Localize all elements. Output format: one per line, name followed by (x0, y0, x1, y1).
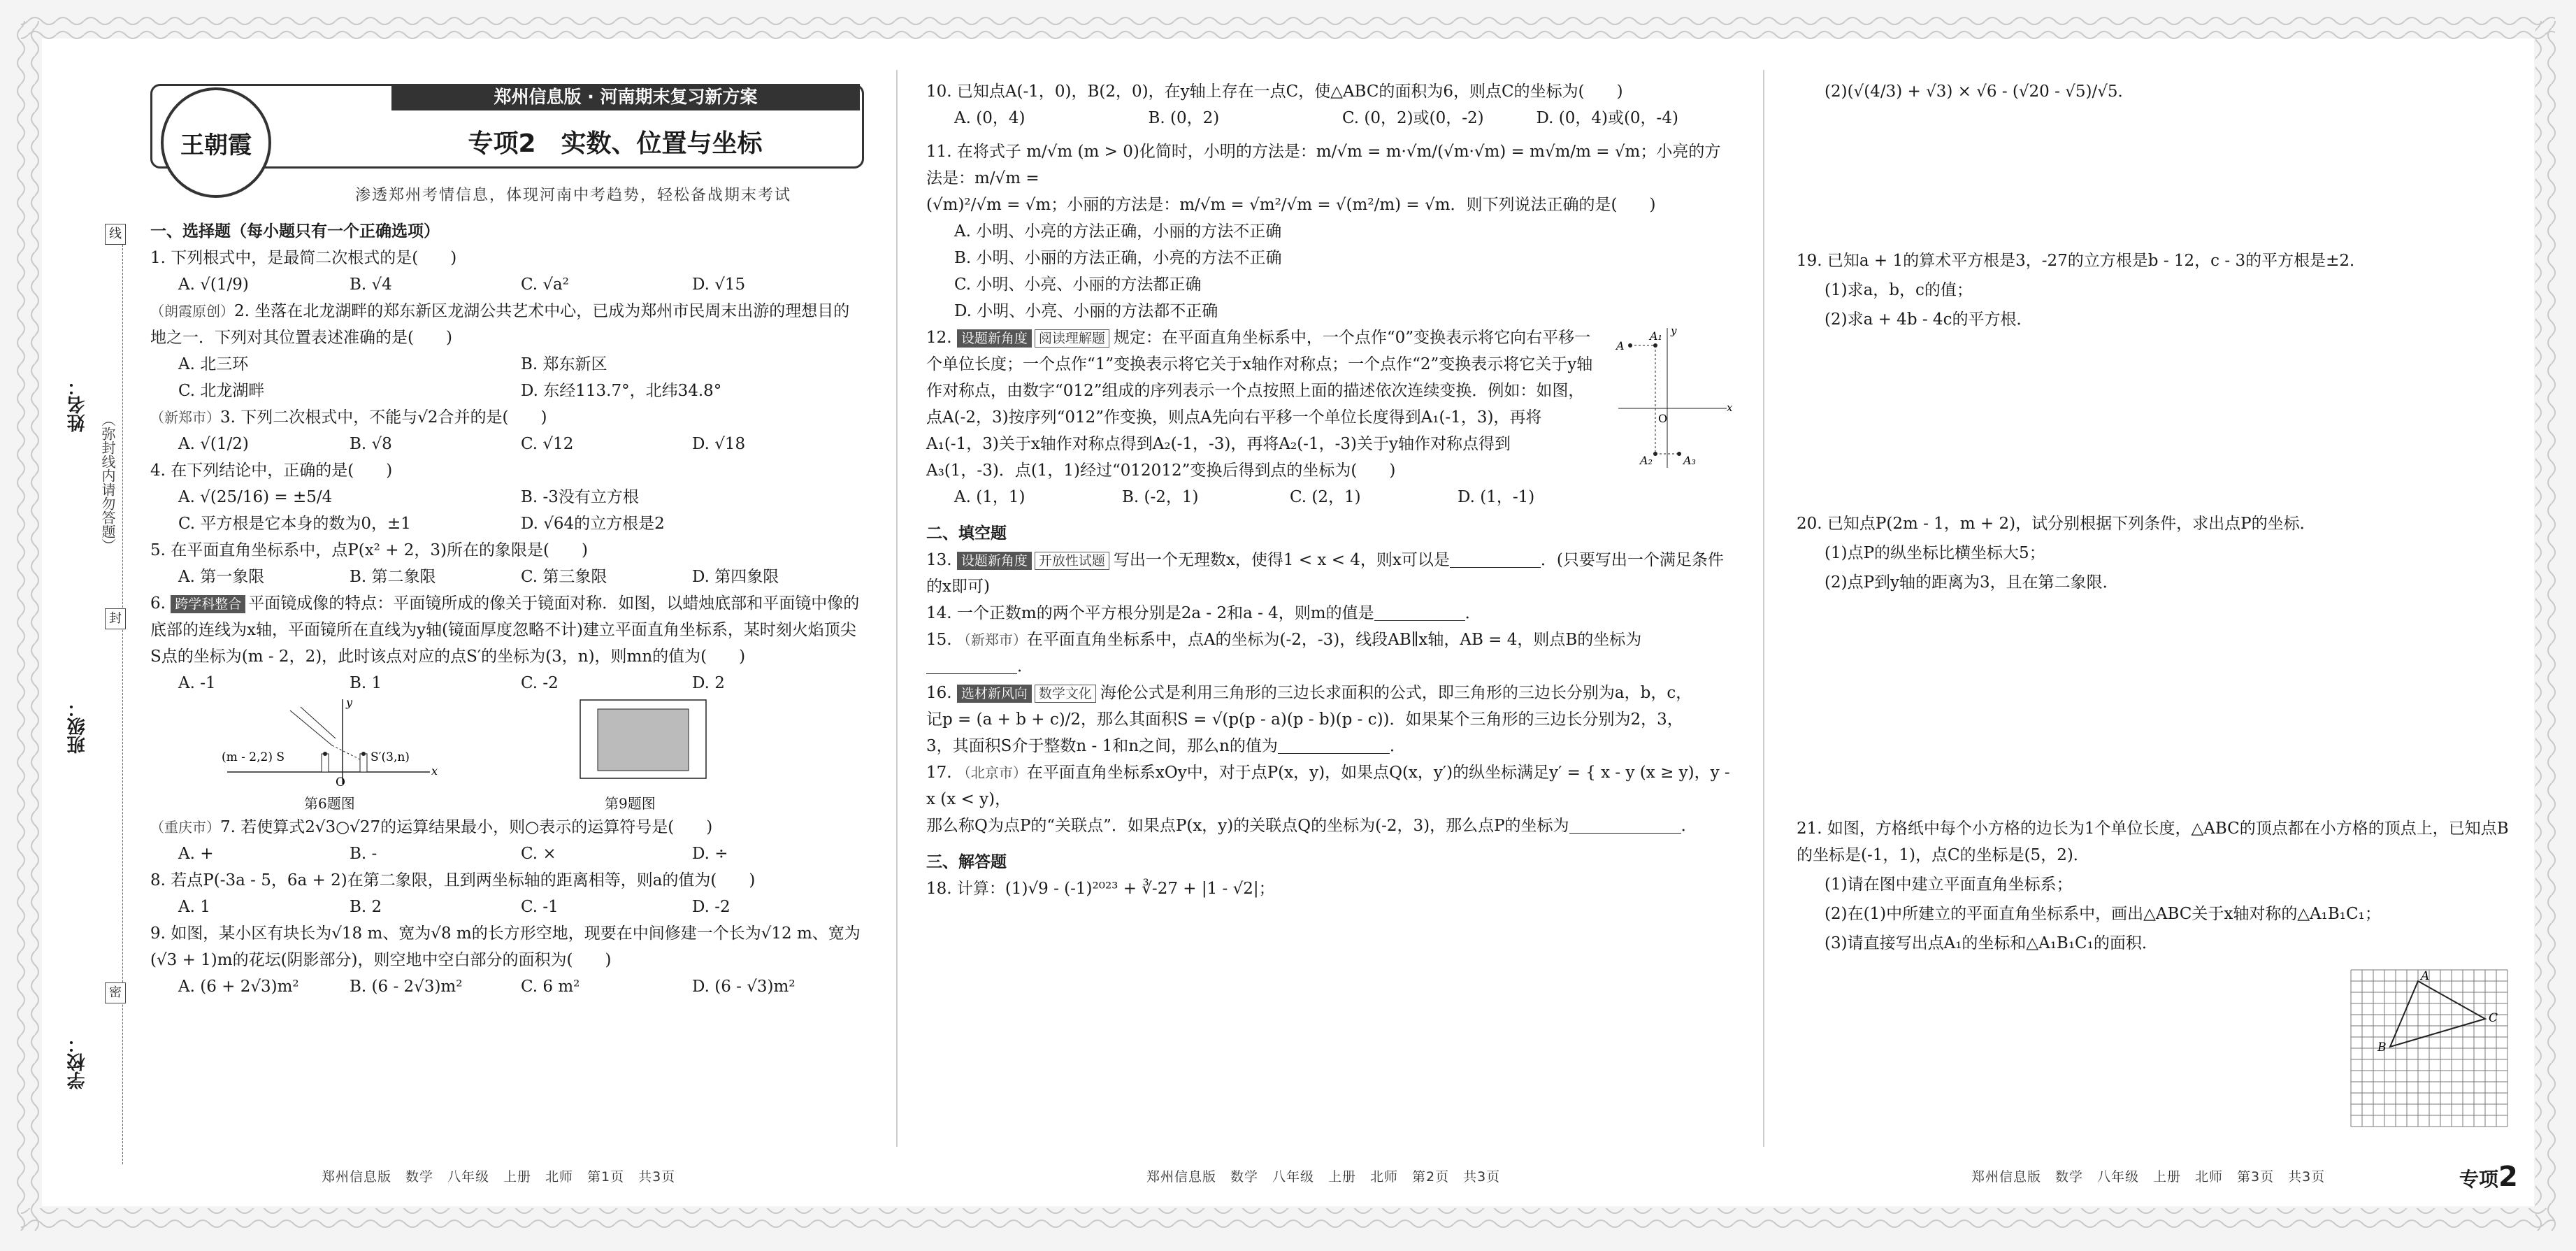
footer-page-3: 郑州信息版 数学 八年级 上册 北师 第3页 共3页 (1971, 1169, 2326, 1185)
q8-option-c: C. -1 (521, 898, 559, 916)
q8-option-d: D. -2 (692, 898, 731, 916)
corner-title-text: 专项 (2459, 1168, 2499, 1191)
q2-option-a: A. 北三环 (178, 355, 249, 373)
q9-option-c: C. 6 m² (521, 978, 580, 996)
seal-note: （弥封线内请勿答题） (99, 413, 116, 552)
q16-answer-blank[interactable] (1278, 735, 1390, 754)
q10-options (926, 105, 1730, 131)
q1-options (150, 271, 863, 298)
q4-option-b: B. -3没有立方根 (521, 488, 639, 506)
column-divider-2 (1763, 70, 1764, 1147)
seal-line (122, 234, 123, 1164)
q20-answer-space (1797, 599, 2517, 815)
question-11-line-1: 11. 在将式子 m/√m (m > 0)化简时，小明的方法是：m/√m = m·√m/(√m·√m) = m√m/m = √m；小亮的方法是：m/√m = (926, 143, 1721, 187)
fig6-s-label: (m - 2,2) S (222, 750, 285, 764)
q17-line2: 那么称Q为点P的“关联点”．如果点P(x，y)的关联点Q的坐标为(-2，3)，那么点P的坐标为 (926, 817, 1569, 835)
question-12-block (926, 324, 1733, 484)
seal-mark-1: 线 (105, 224, 126, 245)
q12-stem: 规定：在平面直角坐标系中，一个点作“0”变换表示将它向右平移一个单位长度；一个点作“1”变换表示将它关于x轴作对称点；一个点作“2”变换表示将它关于y轴作对称点，由数字“012”组成的序列表示一个点按照上面的描述依次连续变换．例如：如图，点A(-2，3)按序列“012”作变换，则点A先向右平移一个单位长度得到A₁(-1，3)，再将A₁(-1，3)关于x轴作对称点得到A₂(-1，-3)，再将A₂(-1，-3)关于y轴作对称点得到A₃(1，-3)．点(1，1)经过“012012”变换后得到点的坐标为( ) (926, 329, 1593, 480)
q11-option-b: B. 小明、小丽的方法正确，小亮的方法不正确 (954, 249, 1282, 267)
question-16-line-2: 记p = (a + b + c)/2，那么其面积S = √(p(p - a)(p - b)(p - c))．如果某个三角形的三边长分别为2，3， (926, 710, 1683, 729)
fig6-caption: 第6题图 (304, 795, 355, 812)
question-2 (150, 298, 863, 351)
fig6-sp-label: S′(3,n) (370, 750, 410, 764)
footer-page-1: 郑州信息版 数学 八年级 上册 北师 第1页 共3页 (322, 1169, 676, 1185)
q9-options (150, 973, 863, 1000)
seal-mark-3: 密 (105, 982, 126, 1003)
question-3 (150, 404, 863, 431)
q9-option-b: B. (6 - 2√3)m² (350, 978, 463, 996)
q2-stem: 2. 坐落在北龙湖畔的郑东新区龙湖公共艺术中心，已成为郑州市民周末出游的理想目的地之一．下列对其位置表述准确的是( ) (150, 302, 850, 347)
q7-source: （重庆市） (150, 819, 220, 836)
q4-option-a: A. √(25/16) = ±5/4 (178, 488, 333, 506)
q21-part-2: (2)在(1)中所建立的平面直角坐标系中，画出△ABC关于x轴对称的△A₁B₁C₁； (1825, 905, 2381, 923)
question-18-part-2: (2)(√(4/3) + √3) × √6 - (√20 - √5)/√5． (1825, 83, 2134, 101)
q16-tag-b: 数学文化 (1035, 685, 1096, 703)
q3-stem: 3. 下列二次根式中，不能与√2合并的是( ) (220, 408, 547, 427)
q7-options (150, 841, 863, 867)
q13-answer-blank[interactable] (1450, 549, 1541, 568)
question-5: 5. 在平面直角坐标系中，点P(x² + 2，3)所在的象限是( ) (150, 541, 588, 559)
q3-options (150, 431, 863, 457)
question-16 (926, 680, 1730, 706)
question-7 (150, 814, 863, 841)
brand-logo (161, 87, 271, 198)
q17-stem: 在平面直角坐标系xOy中，对于点P(x，y)，如果点Q(x，y′)的纵坐标满足y′ = { x - y (x ≥ y)，y - x (x < y)， (926, 764, 1730, 808)
name-label: 姓名： (67, 378, 88, 432)
q5-option-b: B. 第二象限 (350, 568, 436, 586)
q12-number: 12. (926, 329, 952, 347)
q20-part-1: (1)点P的纵坐标比横坐标大5； (1825, 544, 2045, 562)
fig12-a2: A₂ (1640, 454, 1653, 467)
question-10: 10. 已知点A(-1，0)，B(2，0)，在y轴上存在一点C，使△ABC的面积为6，则点C的坐标为( ) (926, 83, 1623, 101)
question-12 (926, 324, 1597, 484)
fig12-a1: A₁ (1650, 329, 1662, 343)
page-title: 专项2 实数、位置与坐标 (468, 129, 763, 158)
question-21: 21. 如图，方格纸中每个小方格的边长为1个单位长度，△ABC的顶点都在小方格的顶点上，已知点B的坐标是(-1，1)，点C的坐标是(5，2)． (1797, 820, 2509, 864)
q6-option-c: C. -2 (521, 674, 559, 692)
q4-option-d: D. √64的立方根是2 (521, 515, 665, 533)
q10-option-b: B. (0，2) (1148, 109, 1220, 127)
q7-option-a: A. + (178, 845, 214, 863)
question-9: 9. 如图，某小区有块长为√18 m、宽为√8 m的长方形空地，现要在中间修建一个长为√12 m、宽为(√3 + 1)m的花坛(阴影部分)，则空地中空白部分的面积为( ) (150, 924, 861, 969)
q19-answer-space (1797, 336, 2517, 510)
school-label: 学校： (67, 1035, 88, 1089)
footer-page-2: 郑州信息版 数学 八年级 上册 北师 第2页 共3页 (1146, 1169, 1501, 1185)
q11-options (926, 218, 1730, 324)
q6-tag: 跨学科整合 (171, 595, 245, 613)
q17-answer-blank[interactable] (1569, 815, 1681, 834)
question-18: 18. 计算：(1)√9 - (-1)²⁰²³ + ∛-27 + |1 - √2|； (926, 880, 1275, 898)
column-1 (150, 218, 863, 1000)
q9-option-a: A. (6 + 2√3)m² (178, 978, 299, 996)
q4-option-c: C. 平方根是它本身的数为0，±1 (178, 515, 411, 533)
q6-options (150, 670, 863, 696)
q1-option-a: A. √(1/9) (178, 276, 249, 294)
q1-option-b: B. √4 (350, 276, 392, 294)
q6-option-a: A. -1 (178, 674, 216, 692)
q12-options (926, 484, 1625, 510)
column-3 (1797, 78, 2517, 959)
question-19: 19. 已知a + 1的算术平方根是3，-27的立方根是b - 12，c - 3的平方根是±2． (1797, 252, 2366, 270)
question-11-line-2: (√m)²/√m = √m；小丽的方法是：m/√m = √m²/√m = √(m²/m) = √m．则下列说法正确的是( ) (926, 196, 1656, 214)
q13-tag-b: 开放性试题 (1035, 552, 1109, 570)
q19-part-2: (2)求a + 4b - 4c的平方根． (1825, 310, 2033, 329)
q17-source: （北京市） (956, 764, 1027, 781)
q7-option-b: B. - (350, 845, 377, 863)
q15-number: 15. (926, 631, 952, 649)
fig21-label-b: B (2377, 1041, 2387, 1055)
question-8: 8. 若点P(-3a - 5，6a + 2)在第二象限，且到两坐标轴的距离相等，则a的值为( ) (150, 871, 756, 889)
q12-option-d: D. (1，-1) (1458, 488, 1535, 506)
q17-tail: ． (1681, 817, 1697, 835)
logo-text: 王朝霞 (180, 131, 252, 159)
fig6-origin: O (336, 775, 345, 787)
q12-option-c: C. (2，1) (1290, 488, 1361, 506)
q11-option-d: D. 小明、小亮、小丽的方法都不正确 (954, 302, 1218, 320)
section-1-heading: 一、选择题（每小题只有一个正确选项） (150, 222, 440, 241)
q19-part-1: (1)求a，b，c的值； (1825, 281, 1973, 299)
q10-option-d: D. (0，4)或(0，-4) (1536, 109, 1678, 127)
q7-option-d: D. ÷ (692, 845, 728, 863)
fig6-y-axis: y (346, 696, 353, 709)
q16-tail: ． (1389, 737, 1406, 755)
q18-answer-space (1797, 108, 2517, 248)
q3-option-c: C. √12 (521, 435, 574, 453)
figure-12 (1615, 324, 1734, 471)
q13-stem: 写出一个无理数x，使得1 < x < 4，则x可以是 (1113, 551, 1450, 569)
fig21-label-c: C (2489, 1011, 2498, 1025)
q13-tail: ．(只要写出一个满足条件的x即可) (926, 551, 1724, 596)
q12-option-a: A. (1，1) (954, 488, 1026, 506)
class-label: 班级： (67, 699, 88, 754)
q3-option-a: A. √(1/2) (178, 435, 249, 453)
q17-number: 17. (926, 764, 952, 782)
q13-tag-a: 设题新角度 (957, 552, 1032, 570)
q8-option-b: B. 2 (350, 898, 382, 916)
q12-option-b: B. (-2，1) (1122, 488, 1199, 506)
header-banner: 郑州信息版 · 河南期末复习新方案 (391, 84, 860, 110)
question-6: 6. 跨学科整合 平面镜成像的特点：平面镜所成的像关于镜面对称．如图，以蜡烛底部和平面镜中像的底部的连线为x轴，平面镜所在直线为y轴(镜面厚度忽略不计)建立平面直角坐标系，某时刻火焰顶尖S点的坐标为(m - 2，2)，此时该点对应的点S′的坐标为(3，n)，则mn的值为( ) (150, 594, 860, 666)
q12-tag-b: 阅读理解题 (1035, 329, 1109, 348)
fig9-caption: 第9题图 (605, 795, 656, 812)
q21-part-3: (3)请直接写出点A₁的坐标和△A₁B₁C₁的面积． (1825, 934, 2158, 952)
q15-answer-blank[interactable] (926, 655, 1017, 674)
q5-option-a: A. 第一象限 (178, 568, 265, 586)
q8-options (150, 894, 863, 920)
question-1: 1. 下列根式中，是最简二次根式的是( ) (150, 249, 457, 267)
question-14 (926, 600, 1730, 627)
question-13 (926, 547, 1730, 600)
q2-source: （朗霞原创） (150, 303, 234, 320)
q6-option-b: B. 1 (350, 674, 382, 692)
q5-options (150, 564, 863, 590)
q4-options (150, 484, 863, 537)
question-16-line-3 (926, 733, 1730, 759)
q21-part-1: (1)请在图中建立平面直角坐标系； (1825, 875, 2073, 894)
q1-option-d: D. √15 (692, 276, 746, 294)
q2-option-b: B. 郑东新区 (521, 355, 607, 373)
fig12-a: A (1616, 339, 1625, 352)
q15-stem: 在平面直角坐标系中，点A的坐标为(-2，-3)，线段AB∥x轴，AB = 4，则点B的坐标为 (1026, 631, 1642, 649)
q11-option-a: A. 小明、小亮的方法正确，小丽的方法不正确 (954, 222, 1282, 241)
corner-title-number: 2 (2498, 1161, 2518, 1193)
q16-number: 16. (926, 684, 952, 702)
question-20: 20. 已知点P(2m - 1，m + 2)，试分别根据下列条件，求出点P的坐标． (1797, 515, 2316, 533)
q15-source: （新郑市） (956, 631, 1027, 648)
q8-option-a: A. 1 (178, 898, 210, 916)
q12-tag-a: 设题新角度 (957, 329, 1032, 348)
figure-6 (220, 696, 444, 787)
question-15 (926, 627, 1730, 680)
section-3-heading: 三、解答题 (926, 853, 1007, 871)
q14-tail: ． (1465, 604, 1481, 622)
figure-9 (577, 696, 710, 784)
q2-option-c: C. 北龙湖畔 (178, 382, 265, 400)
q16-line3: 3，其面积S介于整数n - 1和n之间，那么n的值为 (926, 737, 1278, 755)
q10-option-c: C. (0，2)或(0，-2) (1342, 109, 1484, 127)
q3-option-b: B. √8 (350, 435, 392, 453)
fig21-label-a: A (2421, 969, 2430, 983)
seal-mark-2: 封 (105, 608, 126, 629)
q7-stem: 7. 若使算式2√3○√27的运算结果最小，则○表示的运算符号是( ) (220, 818, 713, 836)
q2-options (150, 351, 863, 404)
q11-option-c: C. 小明、小亮、小丽的方法都正确 (954, 276, 1202, 294)
column-divider-1 (896, 70, 898, 1147)
q2-option-d: D. 东经113.7°，北纬34.8° (521, 382, 722, 400)
figures-row (150, 696, 863, 814)
fig12-origin: O (1658, 412, 1668, 425)
fig12-x-axis: x (1727, 401, 1733, 414)
q1-option-c: C. √a² (521, 276, 569, 294)
fig12-a3: A₃ (1683, 454, 1696, 467)
section-2-heading: 二、填空题 (926, 524, 1007, 543)
corner-title (2459, 1161, 2518, 1193)
question-17-line-2 (926, 813, 1730, 839)
q9-option-d: D. (6 - √3)m² (692, 978, 796, 996)
q3-source: （新郑市） (150, 409, 220, 426)
q7-option-c: C. × (521, 845, 556, 863)
q6-stem: 平面镜成像的特点：平面镜所成的像关于镜面对称．如图，以蜡烛底部和平面镜中像的底部的连线为x轴，平面镜所在直线为y轴(镜面厚度忽略不计)建立平面直角坐标系，某时刻火焰顶尖S点的坐标为(m - 2，2)，此时该点对应的点S′的坐标为(3，n)，则mn的值为( ) (150, 594, 860, 666)
q10-option-a: A. (0，4) (954, 109, 1026, 127)
q15-tail: ． (1017, 657, 1033, 675)
page-slogan: 渗透郑州考情信息，体现河南中考趋势，轻松备战期末考试 (354, 187, 791, 204)
q20-part-2: (2)点P到y轴的距离为3，且在第二象限． (1825, 573, 2119, 592)
fig6-x-axis: x (431, 764, 438, 778)
q14-answer-blank[interactable] (1374, 602, 1465, 621)
figure-21-grid[interactable] (2345, 968, 2513, 1129)
q16-tag-a: 选材新风向 (957, 685, 1032, 703)
q13-number: 13. (926, 551, 952, 569)
fig12-y-axis: y (1671, 324, 1677, 337)
q5-option-c: C. 第三象限 (521, 568, 607, 586)
q6-option-d: D. 2 (692, 674, 725, 692)
q16-stem: 海伦公式是利用三角形的三边长求面积的公式，即三角形的三边长分别为a，b，c， (1100, 684, 1692, 702)
q14-stem: 14. 一个正数m的两个平方根分别是2a - 2和a - 4，则m的值是 (926, 604, 1374, 622)
q5-option-d: D. 第四象限 (692, 568, 779, 586)
q3-option-d: D. √18 (692, 435, 746, 453)
question-4: 4. 在下列结论中，正确的是( ) (150, 462, 393, 480)
question-17 (926, 759, 1730, 813)
column-2 (926, 78, 1733, 902)
